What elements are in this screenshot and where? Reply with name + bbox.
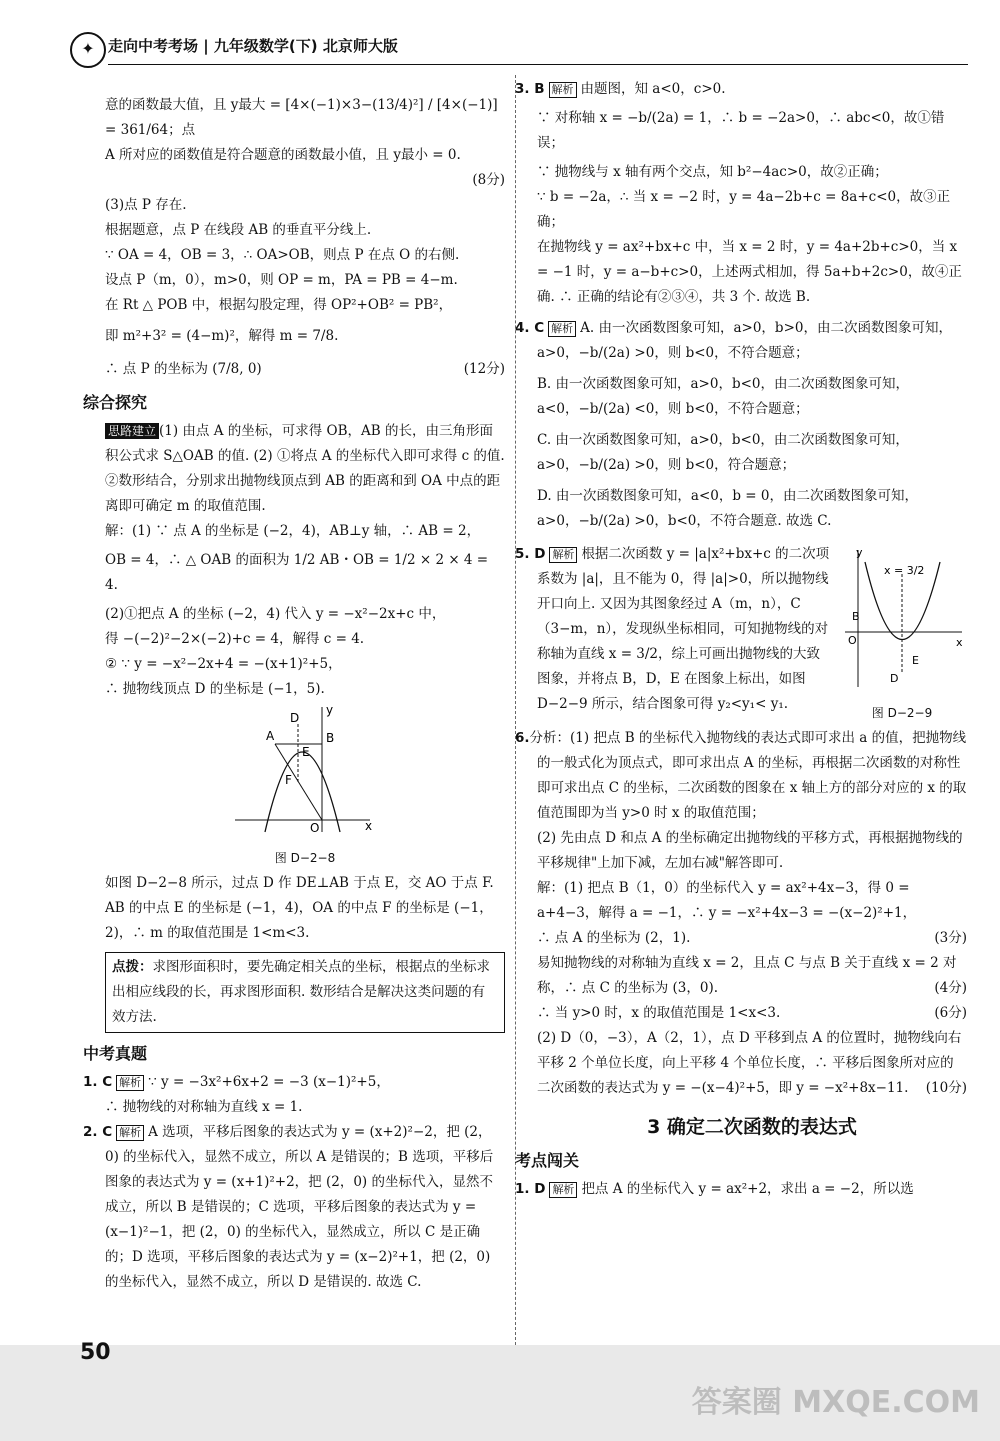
- tag-badge: 解析: [116, 1125, 144, 1141]
- paragraph-text: (1) 由点 A 的坐标，可求得 OB，AB 的长，由三角形面积公式求 S△OAB 的值. (2) ①将点 A 的坐标代入即可求得 c 的值. ②数形结合，分别求出抛物线顶点到 AB 的距离和到 OA 中点的距离即可确定 m 的取值范围.: [105, 423, 505, 514]
- page-number: 50: [80, 1340, 111, 1365]
- q5-block: [515, 542, 967, 720]
- figure-d-2-8: [105, 702, 505, 871]
- question-number: 2. C: [83, 1124, 113, 1140]
- question-number: 6.: [515, 730, 530, 746]
- text-line: [537, 1001, 967, 1026]
- tag-badge: 思路建立: [105, 423, 159, 439]
- question-number: 5. D: [515, 546, 546, 562]
- axis-label: x = 3/2: [883, 564, 924, 577]
- tag-badge: 解析: [549, 1182, 577, 1198]
- text-line: 即 m²+3² = (4−m)²，解得 m = 7/8.: [105, 328, 339, 344]
- answer-line: [515, 316, 967, 366]
- svg-text:F: F: [285, 773, 292, 787]
- answer-text: 由题图，知 a<0，c>0.: [580, 81, 726, 97]
- question-number: 3. B: [515, 81, 545, 97]
- tag-badge: 解析: [549, 547, 577, 563]
- score: (6分): [934, 1005, 967, 1021]
- text-line: [537, 926, 967, 951]
- score: (3分): [934, 930, 967, 946]
- section-heading: 中考真题: [83, 1044, 148, 1063]
- text-line: 设点 P（m，0），m>0，则 OP = m，PA = PB = 4−m.: [105, 272, 458, 288]
- text-line: A 所对应的函数值是符合题意的函数最小值，且 y最小 = 0.: [105, 147, 461, 163]
- text-line: 根据题意，点 P 在线段 AB 的垂直平分线上.: [105, 222, 372, 238]
- text-line: 得 −(−2)²−2×(−2)+c = 4，解得 c = 4.: [105, 631, 365, 647]
- page-header: [70, 28, 970, 68]
- text-line: 解：(1) 把点 B（1，0）的坐标代入 y = ax²+4x−3，得 0 = a+4−3，解得 a = −1，∴ y = −x²+4x−3 = −(x−2)²+1，: [537, 880, 917, 921]
- text-line: [105, 357, 505, 382]
- svg-text:A: A: [266, 729, 275, 743]
- section-heading: 综合探究: [83, 393, 148, 412]
- answer-text: ∴ 当 y>0 时，x 的取值范围是 1<x<3.: [537, 1005, 781, 1021]
- text-line: (2) 先由点 D 和点 A 的坐标确定出抛物线的平移方式，再根据抛物线的平移规律"上加下减，左加右减"解答即可.: [537, 830, 963, 871]
- answer-text: A 选项，平移后图象的表达式为 y = (x+2)²−2，把 (2，0) 的坐标代入，显然不成立，所以 A 是错误的；B 选项，平移后图象的表达式为 y = (x+1)²+2，把 (2，0) 的坐标代入，显然不成立，所以 B 是错误的；C 选项，平移后图象的表达式为 y = (x−1)²−1，把 (2，0) 的坐标代入，显然成立，所以 C 是正确的；D 选项，平移后图象的表达式为 y = (x−2)²+1，把 (2，0) 的坐标代入，显然不成立，所以 D 是错误的. 故选 C.: [105, 1124, 494, 1290]
- answer-line: [83, 1120, 505, 1295]
- tip-text: 求图形面积时，要先确定相关点的坐标，根据点的坐标求出相应线段的长，再求图形面积. 数形结合是解决这类问题的有效方法.: [112, 959, 490, 1025]
- answer-line: [515, 1177, 967, 1202]
- section-heading: 考点闯关: [515, 1151, 580, 1170]
- svg-text:O: O: [847, 634, 857, 647]
- text-line: ② ∵ y = −x²−2x+4 = −(x+1)²+5，: [105, 656, 342, 672]
- svg-text:E: E: [911, 654, 919, 667]
- svg-text:y: y: [326, 703, 334, 717]
- chapter-title: 3 确定二次函数的表达式: [647, 1116, 857, 1138]
- text-line: [537, 1026, 967, 1101]
- answer-text: (2) D（0，−3），A（2，1），点 D 平移到点 A 的位置时，抛物线向右平移 2 个单位长度，向上平移 4 个单位长度，∴ 平移后图象所对应的二次函数的表达式为 y = −(x−4)²+5，即 y = −x²+8x−11.: [537, 1030, 962, 1096]
- question-number: 1. C: [83, 1074, 113, 1090]
- watermark-logo: 答案圈 MXQE.COM: [691, 1385, 980, 1420]
- figure-caption: 图 D−2−9: [871, 706, 933, 720]
- tag-badge: 解析: [116, 1075, 144, 1091]
- tag-badge: 解析: [548, 321, 576, 337]
- svg-text:B: B: [326, 731, 335, 745]
- text-line: D. 由一次函数图象可知，a<0，b = 0，由二次函数图象可知，a>0，−b/(2a) >0，b<0，不符合题意. 故选 C.: [537, 488, 918, 529]
- svg-text:D: D: [889, 672, 898, 685]
- paragraph: [105, 419, 505, 519]
- text-line: 解：(1) ∵ 点 A 的坐标是 (−2，4)，AB⊥y 轴，∴ AB = 2，: [105, 523, 481, 539]
- score: (10分): [925, 1080, 967, 1096]
- score: (12分): [463, 361, 505, 377]
- paragraph: 如图 D−2−8 所示，过点 D 作 DE⊥AB 于点 E，交 AO 于点 F. AB 的中点 E 的坐标是 (−1，4)，OA 的中点 F 的坐标是 (−1，2)，∴ m 的取值范围是 1<m<3.: [105, 875, 494, 941]
- text-line: ∴ 抛物线顶点 D 的坐标是 (−1，5).: [105, 681, 325, 697]
- text-line: ∵ b = −2a，∴ 当 x = −2 时，y = 4a−2b+c = 8a+c<0，故③正确；: [537, 189, 951, 230]
- answer-text: ∴ 点 P 的坐标为 (7/8, 0): [105, 361, 262, 377]
- right-column: [515, 75, 967, 1202]
- answer-line: [515, 726, 967, 826]
- text-line: ∵ 对称轴 x = −b/(2a) = 1，∴ b = −2a>0，∴ abc<0，故①错误；: [537, 110, 945, 151]
- header-title: 走向中考考场 | 九年级数学(下) 北京师大版: [108, 37, 398, 55]
- answer-line: [83, 1070, 505, 1095]
- score-line: [105, 168, 505, 193]
- question-number: 1. D: [515, 1181, 546, 1197]
- text-line: C. 由一次函数图象可知，a>0，b<0，由二次函数图象可知，a>0，−b/(2a) >0，则 b<0，符合题意；: [537, 432, 909, 473]
- text-line: ∴ 抛物线的对称轴为直线 x = 1.: [105, 1099, 303, 1115]
- text-line: (2)①把点 A 的坐标 (−2，4) 代入 y = −x²−2x+c 中，: [105, 606, 446, 622]
- parabola-diagram: [230, 702, 380, 837]
- answer-text: 分析：(1) 把点 B 的坐标代入抛物线的表达式即可求出 a 的值，把抛物线的一般式化为顶点式，即可求出点 A 的坐标，再根据二次函数的对称性即可求出点 C 的坐标，二次函数的图象在 x 轴上方的部分对应的 x 的取值范围即为当 y>0 时 x 的取值范围；: [529, 730, 967, 821]
- answer-text: 把点 A 的坐标代入 y = ax²+2，求出 a = −2，所以选: [581, 1181, 914, 1197]
- text-line: 在抛物线 y = ax²+bx+c 中，当 x = 2 时，y = 4a+2b+c>0，当 x = −1 时，y = a−b+c>0，上述两式相加，得 5a+b+2c>0，故④正确. ∴ 正确的结论有②③④，共 3 个. 故选 B.: [537, 239, 962, 305]
- header-rule: [108, 64, 968, 65]
- text-line: B. 由一次函数图象可知，a>0，b<0，由二次函数图象可知，a<0，−b/(2a) <0，则 b<0，不符合题意；: [537, 376, 909, 417]
- answer-text: 易知抛物线的对称轴为直线 x = 2，且点 C 与点 B 关于直线 x = 2 对称，∴ 点 C 的坐标为 (3，0).: [537, 955, 957, 996]
- svg-text:E: E: [302, 745, 310, 759]
- text-line: (3)点 P 存在.: [105, 197, 187, 213]
- score: (4分): [934, 980, 967, 996]
- svg-text:B: B: [851, 610, 860, 623]
- tag-badge: 解析: [549, 82, 577, 98]
- parabola-diagram: [840, 542, 965, 692]
- figure-caption: 图 D−2−8: [274, 851, 336, 865]
- brand-logo-icon: ✦: [70, 32, 106, 68]
- svg-text:y: y: [855, 546, 863, 559]
- question-number: 4. C: [515, 320, 545, 336]
- svg-text:D: D: [290, 711, 300, 725]
- figure-d-2-9: [837, 542, 967, 726]
- text-line: ∵ OA = 4，OB = 3，∴ OA>OB，则点 P 在点 O 的右侧.: [105, 247, 460, 263]
- text-line: OB = 4，∴ △ OAB 的面积为 1/2 AB・OB = 1/2 × 2 × 4 = 4.: [105, 552, 489, 593]
- tip-label: 点拨：: [112, 959, 153, 975]
- svg-text:x: x: [365, 819, 373, 833]
- svg-text:x: x: [955, 636, 963, 649]
- answer-text: 根据二次函数 y = |a|x²+bx+c 的二次项系数为 |a|，且不能为 0，得 |a|>0，所以抛物线开口向上. 又因为其图象经过 A（m，n），C（3−m，n），发现纵坐标相同，可知抛物线的对称轴为直线 x = 3/2，综上可画出抛物线的大致图象，并将点 B，D，E 在图象上标出，如图 D−2−9 所示，结合图象可得 y₂<y₁< y₁.: [537, 546, 830, 712]
- left-column: [83, 75, 505, 1295]
- answer-text: ∵ y = −3x²+6x+2 = −3 (x−1)²+5，: [148, 1074, 390, 1090]
- score: (8分): [472, 172, 505, 188]
- text-line: [537, 951, 967, 1001]
- text-line: 意的函数最大值，且 y最大 = [4×(−1)×3−(13/4)²] / [4×(−1)] = 361/64；点: [105, 97, 498, 138]
- answer-text: A. 由一次函数图象可知，a>0，b>0，由二次函数图象可知，a>0，−b/(2a) >0，则 b<0，不符合题意；: [537, 320, 952, 361]
- text-line: ∵ 抛物线与 x 轴有两个交点，知 b²−4ac>0，故②正确；: [537, 164, 888, 180]
- tip-box: [105, 952, 505, 1033]
- svg-text:O: O: [310, 821, 320, 835]
- answer-line: [515, 77, 967, 102]
- text-line: 在 Rt △ POB 中，根据勾股定理，得 OP²+OB² = PB²，: [105, 297, 453, 313]
- answer-text: ∴ 点 A 的坐标为 (2，1).: [537, 930, 691, 946]
